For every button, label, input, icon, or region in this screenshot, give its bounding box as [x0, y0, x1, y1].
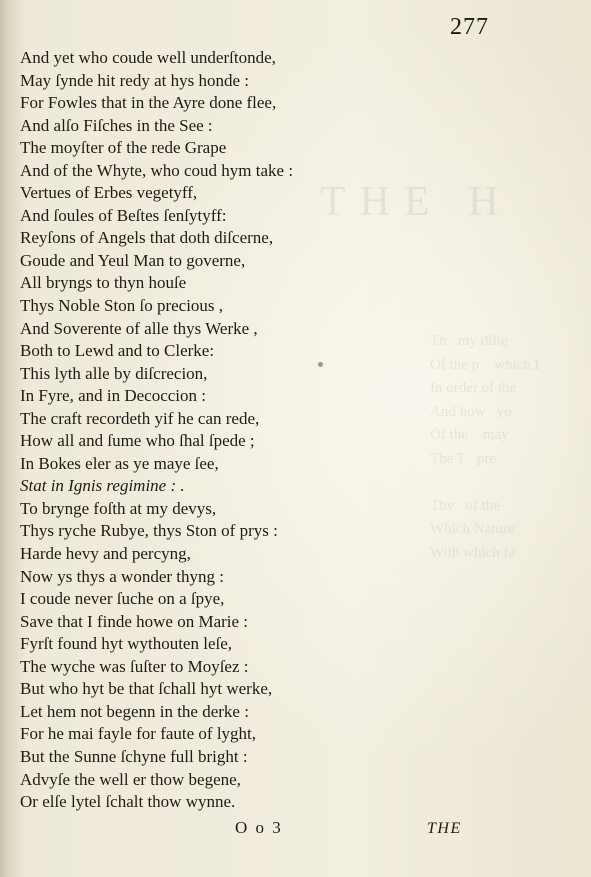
- verse-line: Advyſe the well er thow begene,: [20, 769, 241, 789]
- verse-line: And Soverente of alle thys Werke ,: [20, 318, 258, 338]
- verse-line: But who hyt be that ſchall hyt werke,: [20, 679, 273, 699]
- verse-line: But the Sunne ſchyne full bright :: [20, 746, 248, 766]
- verse-line: Thys ryche Rubye, thys Ston of prys :: [20, 521, 278, 541]
- show-through-title: THE H: [320, 179, 513, 225]
- verse-line: Save that I finde howe on Marie :: [20, 611, 249, 631]
- verse-line: And yet who coude well underſtonde,: [20, 48, 276, 67]
- verse-line: This lyth alle by diſcrecion,: [20, 363, 208, 383]
- verse-line: The wyche was ſuſter to Moyſez :: [20, 656, 249, 676]
- verse-line: For he mai fayle for faute of lyght,: [20, 724, 257, 744]
- verse-line: Harde hevy and percyng,: [20, 544, 191, 564]
- verse-line: May ſynde hit redy at hys honde :: [20, 70, 249, 90]
- verse-line: Now ys thys a wonder thyng :: [20, 566, 224, 586]
- show-through-text: Th my dilig Of the p which I In order of the And how yo Of the may The T pre Thy of the Which Nature With which fa: [430, 333, 540, 561]
- signature-mark: O o 3: [235, 818, 283, 837]
- verse-line: Both to Lewd and to Clerke:: [20, 341, 215, 361]
- verse-line: The craft recordeth yif he can rede,: [20, 408, 260, 428]
- verse-text: [20, 47, 293, 814]
- verse-line: Thys Noble Ston ſo precious ,: [20, 296, 224, 316]
- latin-verse-line: Stat in Ignis regimine : .: [20, 476, 185, 496]
- verse-line: I coude never ſuche on a ſpye,: [20, 589, 225, 609]
- catchword: THE: [427, 820, 462, 837]
- verse-line: Fyrſt found hyt wythouten leſe,: [20, 634, 233, 654]
- verse-line: In Fyre, and in Decoccion :: [20, 386, 206, 406]
- verse-line: Vertues of Erbes vegetyff,: [20, 183, 198, 203]
- verse-line: And ſoules of Beſtes ſenſytyff:: [20, 205, 227, 225]
- verse-line: Or elſe lytel ſchalt thow wynne.: [20, 792, 236, 812]
- verse-line: The moyſter of the rede Grape: [20, 138, 227, 158]
- verse-line: To brynge foſth at my devys,: [20, 498, 217, 518]
- verse-line: Goude and Yeul Man to governe,: [20, 250, 246, 270]
- verse-line: And alſo Fiſches in the See :: [20, 115, 213, 135]
- verse-line: How all and ſume who ſhal ſpede ;: [20, 431, 255, 451]
- verse-line: Reyſons of Angels that doth diſcerne,: [20, 228, 274, 248]
- verse-line: And of the Whyte, who coud hym take :: [20, 160, 294, 180]
- verse-line: In Bokes eler as ye maye ſee,: [20, 453, 219, 473]
- verse-line: Let hem not begenn in the derke :: [20, 701, 249, 721]
- verse-line: For Fowles that in the Ayre done flee,: [20, 93, 277, 113]
- verse-line: All bryngs to thyn houſe: [20, 273, 187, 293]
- page-number: 277: [450, 14, 489, 40]
- ink-spot: [318, 362, 323, 367]
